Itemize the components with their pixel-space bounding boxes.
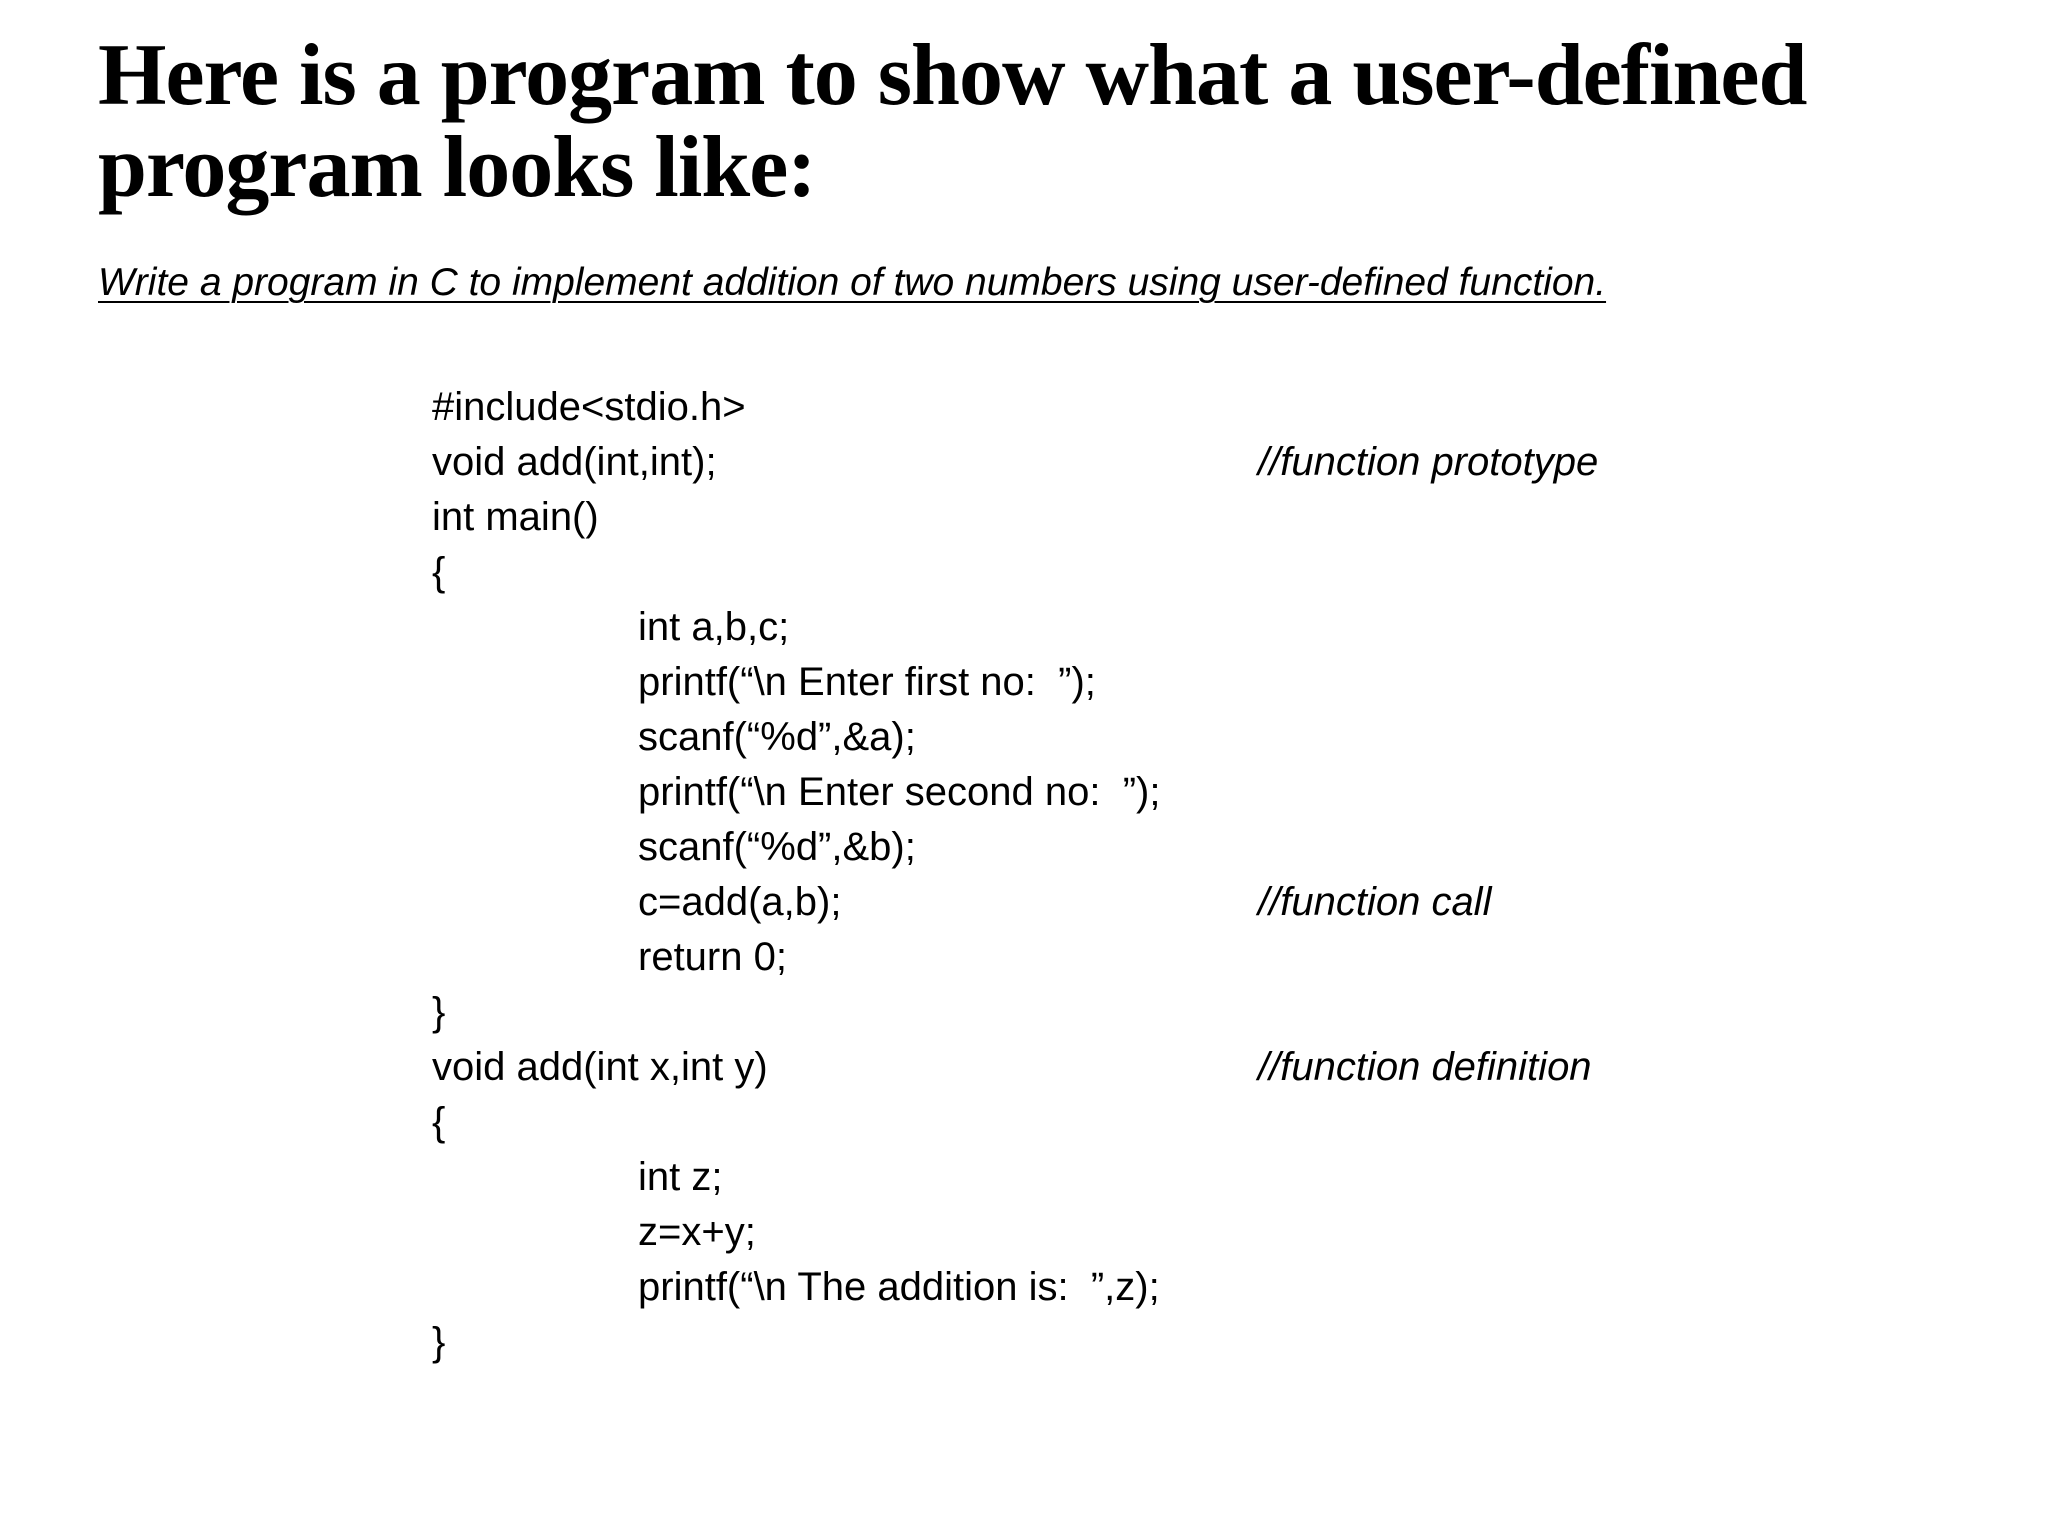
code-line xyxy=(432,985,1732,1040)
code-line xyxy=(432,1150,1732,1205)
code-text: z=x+y; xyxy=(638,1210,756,1254)
code-line xyxy=(432,655,1732,710)
code-text: #include<stdio.h> xyxy=(432,385,746,429)
code-line xyxy=(432,1205,1732,1260)
code-text: scanf(“%d”,&b); xyxy=(638,825,916,869)
code-text: } xyxy=(432,1320,446,1364)
code-text: { xyxy=(432,550,446,594)
code-text: printf(“\n The addition is: ”,z); xyxy=(638,1265,1160,1309)
code-line xyxy=(432,490,1732,545)
code-text: int main() xyxy=(432,495,599,539)
code-line xyxy=(432,435,1732,490)
code-line xyxy=(432,1260,1732,1315)
code-text: scanf(“%d”,&a); xyxy=(638,715,916,759)
code-line xyxy=(432,1095,1732,1150)
code-line xyxy=(432,1040,1732,1095)
code-text: printf(“\n Enter first no: ”); xyxy=(638,660,1096,704)
code-line xyxy=(432,600,1732,655)
code-text: printf(“\n Enter second no: ”); xyxy=(638,770,1161,814)
code-line xyxy=(432,765,1732,820)
code-line xyxy=(432,380,1732,435)
code-text: } xyxy=(432,990,446,1034)
code-listing xyxy=(432,380,1732,1370)
code-line xyxy=(432,820,1732,875)
code-text: void add(int x,int y) xyxy=(432,1045,768,1089)
code-text: { xyxy=(432,1100,446,1144)
code-comment: //function call xyxy=(1258,880,1492,924)
code-text: return 0; xyxy=(638,935,787,979)
code-text: int z; xyxy=(638,1155,723,1199)
code-text: void add(int,int); xyxy=(432,440,717,484)
page-title-line-1: Here is a program to show what a user-defined xyxy=(98,27,1807,124)
code-text: int a,b,c; xyxy=(638,605,790,649)
code-line xyxy=(432,1315,1732,1370)
code-line xyxy=(432,875,1732,930)
code-text: c=add(a,b); xyxy=(638,880,842,924)
page-title-line-2: program looks like: xyxy=(98,119,816,216)
task-statement: Write a program in C to implement addition of two numbers using user-defined function. xyxy=(98,261,1607,304)
code-line xyxy=(432,545,1732,600)
code-line xyxy=(432,930,1732,985)
page-title xyxy=(98,27,1948,216)
code-comment: //function prototype xyxy=(1258,440,1599,484)
code-comment: //function definition xyxy=(1258,1045,1592,1089)
code-line xyxy=(432,710,1732,765)
